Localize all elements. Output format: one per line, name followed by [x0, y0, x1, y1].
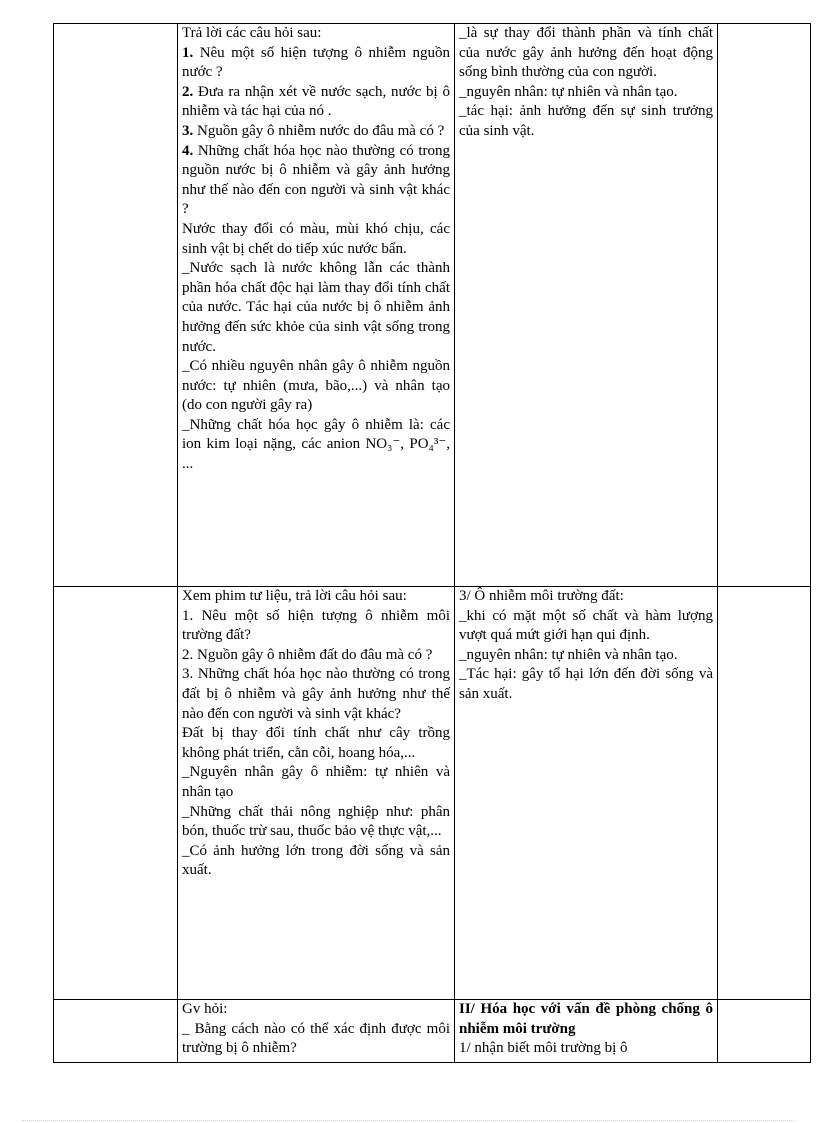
table-cell-questions-soil — [178, 587, 455, 1000]
table-cell-questions-water — [178, 24, 455, 587]
table-row — [54, 1000, 811, 1063]
cell-paragraph: 3. Những chất hóa học nào thường có trong đất bị ô nhiễm và gây ảnh hưởng như thế nào đến con người và sinh vật khác? — [182, 666, 450, 722]
table-cell-notes-2 — [718, 587, 811, 1000]
cell-paragraph: _Nguyên nhân gây ô nhiễm: tự nhiên và nhân tạo — [182, 764, 450, 800]
table-cell-activity-3 — [54, 1000, 178, 1063]
cell-paragraph: 1/ nhận biết môi trường bị ô — [459, 1040, 628, 1057]
cell-paragraph: Gv hỏi: — [182, 1001, 228, 1017]
numbered-question — [182, 142, 450, 220]
question-number: 1. — [182, 44, 194, 61]
table-cell-notes-1 — [718, 24, 811, 587]
table-cell-content-detection — [455, 1000, 718, 1063]
question-number: 2. — [182, 83, 194, 100]
cell-paragraph: _Những chất hóa học gây ô nhiễm là: các ion kim loại nặng, các anion NO₃⁻, PO₄³⁻, ... — [182, 416, 450, 473]
cell-paragraph: Đất bị thay đổi tính chất như cây trồng không phát triển, cằn cỗi, hoang hóa,... — [182, 725, 450, 761]
cell-paragraph: Nước thay đổi có màu, mùi khó chịu, các sinh vật bị chết do tiếp xúc nước bẩn. — [182, 220, 450, 257]
cell-paragraph: 2. Nguồn gây ô nhiễm đất do đâu mà có ? — [182, 646, 433, 663]
section-heading — [459, 1000, 713, 1039]
cell-paragraph: _nguyên nhân: tự nhiên và nhân tạo. — [459, 83, 678, 100]
cell-paragraph: Trả lời các câu hỏi sau: — [182, 25, 322, 41]
cell-paragraph: _Nước sạch là nước không lẫn các thành phần hóa chất độc hại làm thay đổi tính chất của nước. Tác hại của nước bị ô nhiễm ảnh hưởng đến sức khỏe của sinh vật sống trong nước. — [182, 260, 450, 355]
table-row — [54, 24, 811, 587]
numbered-question — [182, 44, 450, 83]
question-number: 3. — [182, 122, 194, 139]
table-cell-notes-3 — [718, 1000, 811, 1063]
table-cell-activity-1 — [54, 24, 178, 587]
cell-paragraph: _Có nhiều nguyên nhân gây ô nhiễm nguồn nước: tự nhiên (mưa, bão,...) và nhân tạo (do con người gây ra) — [182, 358, 450, 414]
cell-paragraph: _Có ảnh hưởng lớn trong đời sống và sản xuất. — [182, 842, 450, 879]
numbered-question — [182, 83, 450, 122]
cell-paragraph: _nguyên nhân: tự nhiên và nhân tạo. — [459, 646, 678, 663]
section-heading-text: II/ Hóa học với vấn đề phòng chống ô nhiễm môi trường — [459, 1001, 713, 1037]
section-heading: 3/ Ô nhiễm môi trường đất: — [459, 588, 624, 604]
cell-paragraph: _Những chất thải nông nghiệp như: phân bón, thuốc trừ sau, thuốc bảo vệ thực vật,... — [182, 803, 450, 840]
question-text: Nguồn gây ô nhiễm nước do đâu mà có ? — [193, 122, 445, 139]
table-cell-content-water — [455, 24, 718, 587]
cell-paragraph: _tác hại: ảnh hưởng đến sự sinh trưởng của sinh vật. — [459, 103, 713, 139]
lesson-table — [53, 23, 811, 1063]
page-bottom-divider — [22, 1120, 794, 1121]
cell-paragraph: _là sự thay đổi thành phần và tính chất của nước gây ảnh hưởng đến hoạt động sống bình thường của con người. — [459, 25, 713, 81]
question-text: Nêu một số hiện tượng ô nhiễm nguồn nước ? — [182, 44, 450, 81]
cell-paragraph: Xem phim tư liệu, trả lời câu hỏi sau: — [182, 588, 407, 604]
question-text: Đưa ra nhận xét về nước sạch, nước bị ô nhiễm và tác hại của nó . — [182, 83, 450, 120]
cell-paragraph: 1. Nêu một số hiện tượng ô nhiễm môi trường đất? — [182, 607, 450, 644]
table-row — [54, 587, 811, 1000]
cell-paragraph: _Tác hại: gây tổ hại lớn đến đời sống và sản xuất. — [459, 666, 713, 702]
numbered-question — [182, 122, 450, 142]
table-cell-questions-detection — [178, 1000, 455, 1063]
cell-paragraph: _ Bằng cách nào có thể xác định được môi trường bị ô nhiễm? — [182, 1020, 450, 1057]
cell-paragraph: _khi có mặt một số chất và hàm lượng vượt quá mứt giới hạn qui định. — [459, 607, 713, 644]
question-number: 4. — [182, 142, 194, 159]
table-cell-content-soil — [455, 587, 718, 1000]
table-cell-activity-2 — [54, 587, 178, 1000]
question-text: Những chất hóa học nào thường có trong nguồn nước bị ô nhiễm và gây ảnh hưởng như thế nào đến con người và sinh vật khác ? — [182, 142, 450, 218]
